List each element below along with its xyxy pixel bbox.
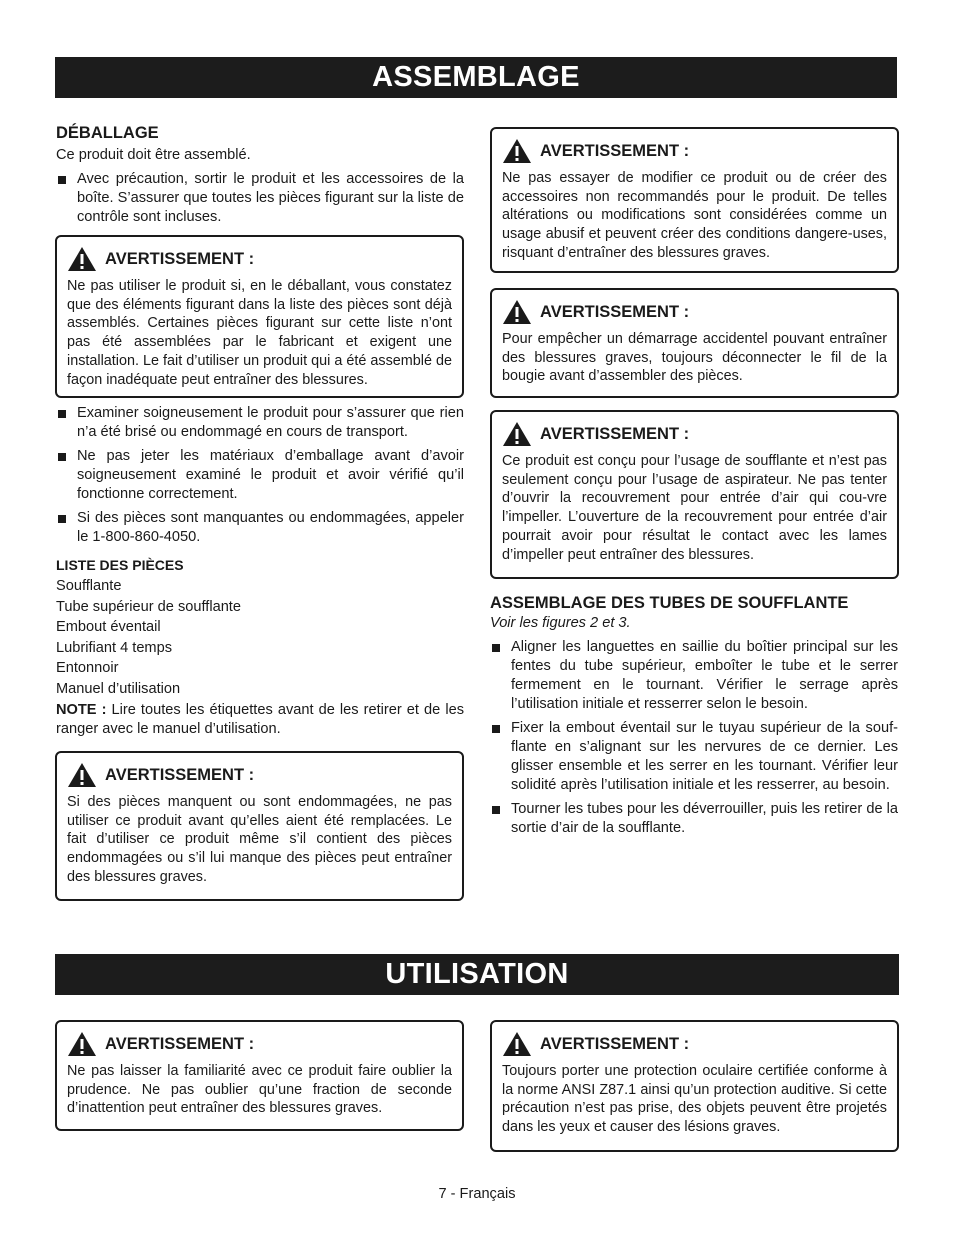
section-title-utilisation: UTILISATION (55, 954, 899, 995)
warning-triangle-icon (502, 421, 532, 447)
list-item: Soufflante (56, 578, 122, 594)
list-item: Fixer la embout éventail sur le tuyau supérieur de la souf-flante en s’alignant sur les nervures de ce dernier. Les glisser ensemble et les serrer en les tournant. Vérifier leur solidité après l’utilisation initiale et les resserrer, au besoin. (490, 719, 898, 795)
list-item: Examiner soigneusement le produit pour s’assurer que rien n’a été brisé ou endommagé en cours de transport. (56, 404, 464, 442)
warning-body: Ne pas utiliser le produit si, en le déballant, vous constatez que des éléments figurant dans la liste des pièces sont déjà assemblés. Certaines pièces figurant sur cette liste n’ont pas été assemblées par le fabricant et exigent une installation. Le fait d’utiliser un produit qui a été assemblé de façon inadéquate peut entraîner des blessures. (67, 278, 452, 388)
warning-body: Ne pas laisser la familiarité avec ce produit faire oublier la prudence. Ne pas oublier qu’une fraction de seconde d’inattention peut entraîner des blessures graves. (67, 1063, 452, 1117)
warning-box-impeller (490, 410, 899, 579)
deballage-heading: DÉBALLAGE (56, 124, 159, 142)
warning-title: AVERTISSEMENT : (502, 138, 887, 164)
warning-body: Si des pièces manquent ou sont endommagées, ne pas utiliser ce produit avant qu’elles aient été remplacées. Le fait d’utiliser ce produit même s’il contient des pièces endommagées ou s’il lui manque des pièces peut entraîner des blessures graves. (67, 794, 452, 885)
warning-box-familiarity (55, 1020, 464, 1131)
warning-body: Pour empêcher un démarrage accidentel pouvant entraîner des blessures graves, toujours déconnecter le fil de la bougie avant d’assembler des pièces. (502, 331, 887, 385)
list-item: Si des pièces sont manquantes ou endommagées, appeler le 1-800-860-4050. (56, 509, 464, 547)
warning-triangle-icon (502, 138, 532, 164)
page-number: 7 - Français (438, 1186, 516, 1202)
tubes-heading: ASSEMBLAGE DES TUBES DE SOUFFLANTE (490, 594, 849, 612)
warning-title: AVERTISSEMENT : (502, 299, 887, 325)
parts-list (56, 577, 464, 699)
figure-reference: Voir les figures 2 et 3. (490, 615, 631, 631)
tubes-list (490, 638, 898, 838)
inspect-list (56, 404, 464, 547)
warning-triangle-icon (67, 246, 97, 272)
note-text: Lire toutes les étiquettes avant de les retirer et de les ranger avec le manuel d’utilisation. (56, 701, 464, 737)
intro-text: Ce produit doit être assemblé. (56, 147, 251, 163)
warning-title: AVERTISSEMENT : (67, 762, 452, 788)
warning-box-modify (490, 127, 899, 273)
left-column (56, 124, 464, 227)
warning-body: Toujours porter une protection oculaire certifiée conforme à la norme ANSI Z87.1 ainsi qu’un protection auditive. Si cette précaution n’est pas prise, des objets peuvent être projetés dans les yeux et causer des lésions graves. (502, 1063, 887, 1136)
list-item: Entonnoir (56, 660, 119, 677)
list-item: Tourner les tubes pour les déverrouiller, puis les retirer de la sortie d’air de la soufflante. (490, 800, 898, 838)
warning-body: Ce produit est conçu pour l’usage de soufflante et n’est pas seulement conçu pour l’usage de aspirateur. Ne pas tenter d’ouvrir la recouvrement pour entrée d’air qui cou-vre l’impeller. L’ouverture de la recouvrement pour entrée d’air pourrait avoir pour résultat le contact avec les lames d’impeller peut entraîner des blessures. (502, 453, 887, 563)
warning-box-spark-plug (490, 288, 899, 398)
list-item: Lubrifiant 4 temps (56, 639, 173, 656)
warning-title: AVERTISSEMENT : (502, 1031, 887, 1057)
note (56, 701, 464, 739)
warning-triangle-icon (502, 299, 532, 325)
unpack-list (56, 170, 464, 227)
warning-box-unpack (55, 235, 464, 398)
warning-body: Ne pas essayer de modifier ce produit ou de créer des accessoires non recommandés pour le produit. De telles altérations ou modifications sont considérées comme un usage abusif et peuvent créer des conditions dangere-uses, risquant d’entraîner des blessures graves. (502, 170, 887, 261)
warning-title: AVERTISSEMENT : (502, 421, 887, 447)
list-item: Ne pas jeter les matériaux d’emballage avant d’avoir soigneusement examiné le produit et avoir vérifié qu’il fonctionne correctement. (56, 447, 464, 504)
list-item: Tube supérieur de soufflante (56, 598, 241, 615)
warning-triangle-icon (502, 1031, 532, 1057)
warning-title: AVERTISSEMENT : (67, 246, 452, 272)
note-label: NOTE : (56, 701, 107, 718)
section-title-assemblage: ASSEMBLAGE (55, 57, 897, 98)
warning-triangle-icon (67, 762, 97, 788)
list-item: Embout éventail (56, 619, 161, 636)
warning-triangle-icon (67, 1031, 97, 1057)
list-item: Aligner les languettes en saillie du boîtier principal sur les fentes du tube supérieur, emboîter le tube et le serrer fermement en le tournant. Vérifier le serrage après l’utilisation initiale et resserrer selon le besoin. (490, 638, 898, 714)
warning-box-missing-parts (55, 751, 464, 901)
warning-box-eye-protection (490, 1020, 899, 1152)
list-item: Avec précaution, sortir le produit et les accessoires de la boîte. S’assurer que toutes les pièces figurant sur la liste de contrôle sont incluses. (56, 170, 464, 227)
warning-title: AVERTISSEMENT : (67, 1031, 452, 1057)
right-column-tubes (490, 594, 898, 838)
list-item: Manuel d’utilisation (56, 680, 181, 697)
left-column-lower (56, 404, 464, 739)
parts-heading: LISTE DES PIÈCES (56, 557, 184, 573)
